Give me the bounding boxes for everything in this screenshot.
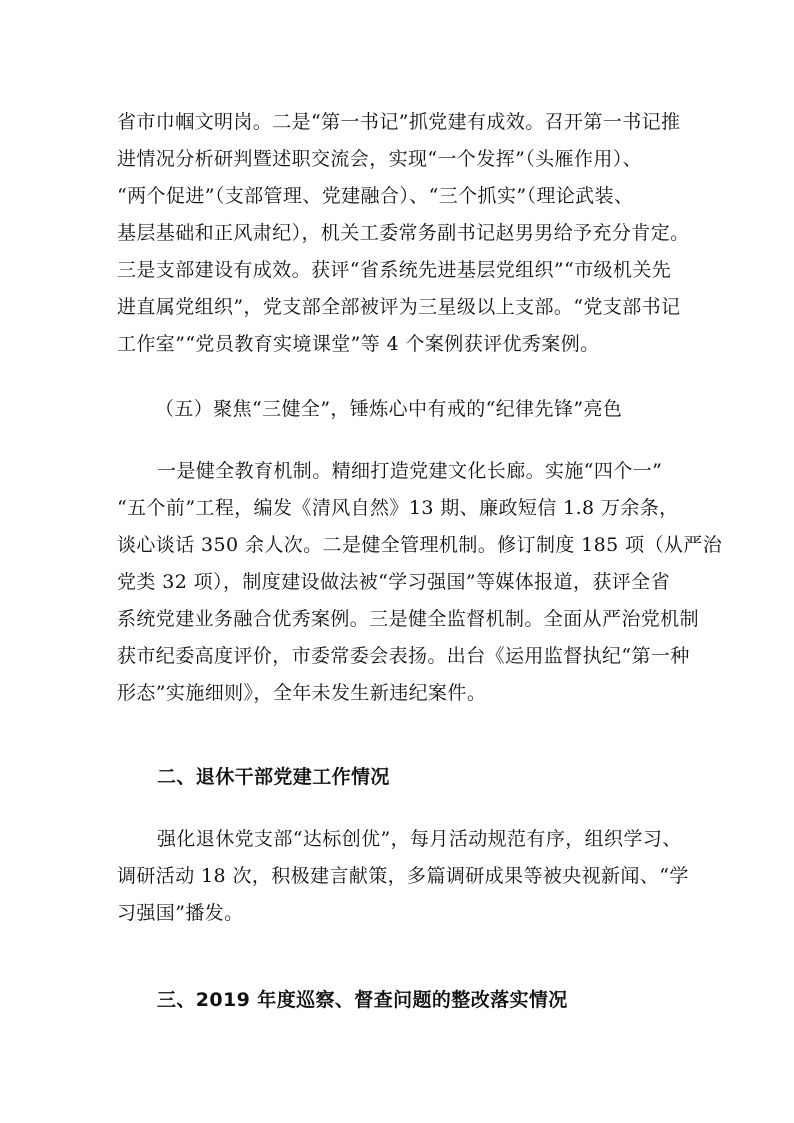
paragraph-line: 获市纪委高度评价，市委常委会表扬。出台《运用监督执纪“第一种 (117, 645, 690, 667)
paragraph-line: 党类 32 项），制度建设做法被“学习强国”等媒体报道，获评全省 (117, 571, 670, 593)
paragraph-line: 进情况分析研判暨述职交流会，实现“一个发挥”（头雁作用）、 (117, 148, 643, 170)
paragraph-line: 习强国”播发。 (117, 902, 244, 924)
section-heading: 二、退休干部党建工作情况 (157, 766, 390, 788)
paragraph-line: 工作室”“党员教育实境课堂”等 4 个案例获评优秀案例。 (117, 333, 600, 355)
paragraph-line: 谈心谈话 350 余人次。二是健全管理机制。修订制度 185 项（从严治 (117, 534, 723, 556)
paragraph-line: “五个前”工程，编发《清风自然》13 期、廉政短信 1.8 万余条， (117, 497, 679, 519)
paragraph-line: 省市巾帼文明岗。二是“第一书记”抓党建有成效。召开第一书记推 (117, 111, 681, 133)
section-heading: 三、2019 年度巡察、督查问题的整改落实情况 (157, 989, 568, 1011)
section-subheading: （五）聚焦“三健全”，锤炼心中有戒的“纪律先锋”亮色 (155, 398, 623, 420)
paragraph-line: 三是支部建设有成效。获评“省系统先进基层党组织”“市级机关先 (117, 259, 672, 281)
paragraph-line: 一是健全教育机制。精细打造党建文化长廊。实施“四个一” (157, 460, 663, 482)
paragraph-line: 形态”实施细则》，全年未发生新违纪案件。 (117, 682, 487, 704)
paragraph-line: 强化退休党支部“达标创优”，每月活动规范有序，组织学习、 (157, 828, 682, 850)
paragraph-line: 系统党建业务融合优秀案例。三是健全监督机制。全面从严治党机制 (117, 608, 700, 630)
paragraph-line: 进直属党组织”，党支部全部被评为三星级以上支部。“党支部书记 (117, 296, 681, 318)
paragraph-line: “两个促进”（支部管理、党建融合）、“三个抓实”（理论武装、 (117, 185, 634, 207)
paragraph-line: 调研活动 18 次，积极建言献策，多篇调研成果等被央视新闻、“学 (117, 865, 689, 887)
paragraph-line: 基层基础和正风肃纪），机关工委常务副书记赵男男给予充分肯定。 (117, 222, 690, 244)
